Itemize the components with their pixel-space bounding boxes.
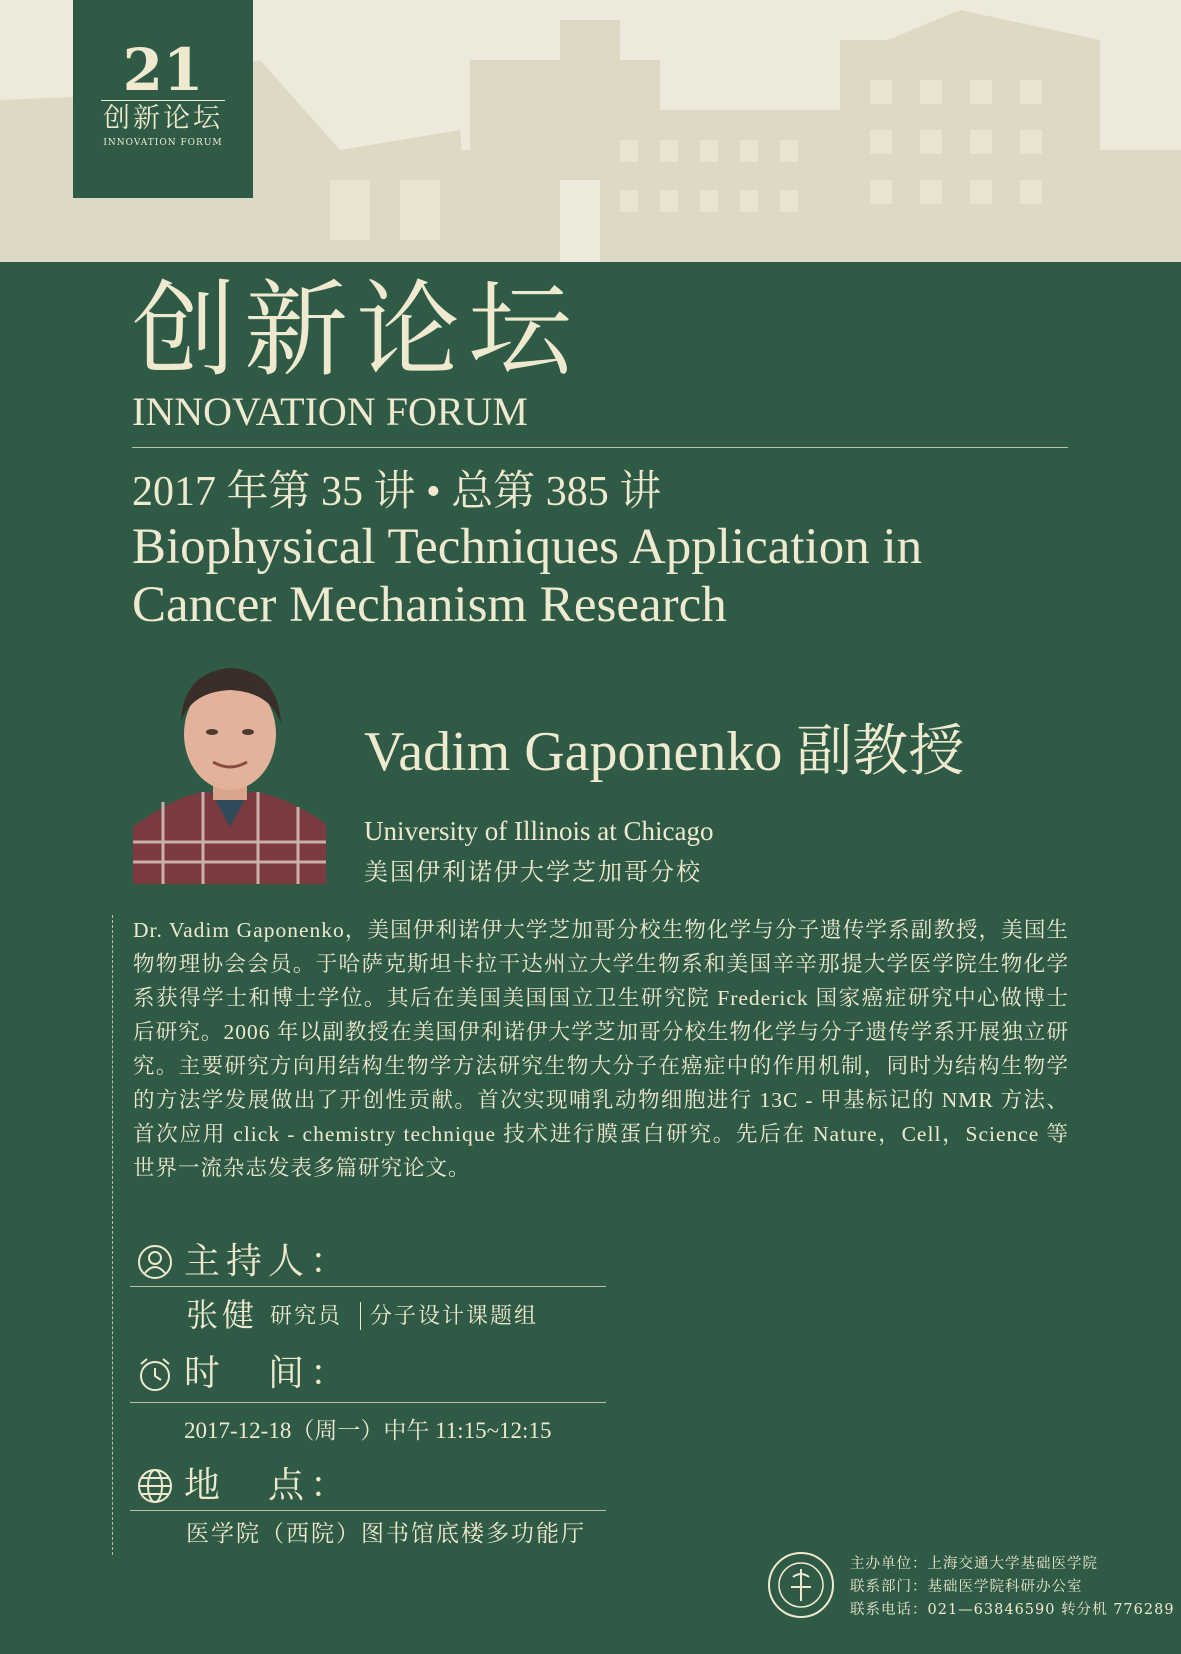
host-name: 张健 bbox=[186, 1296, 259, 1334]
location-heading bbox=[136, 1466, 352, 1510]
speaker-affiliation-en: University of Illinois at Chicago bbox=[364, 816, 714, 846]
time-heading bbox=[136, 1354, 352, 1398]
host-heading bbox=[136, 1242, 352, 1286]
location-label: 地 点： bbox=[184, 1465, 353, 1506]
alarm-clock-icon bbox=[136, 1355, 174, 1393]
footer-organizer: 主办单位：上海交通大学基础医学院 bbox=[850, 1556, 1098, 1572]
badge-title-cn: 创新论坛 bbox=[103, 103, 223, 134]
location-value: 医学院（西院）图书馆底楼多功能厅 bbox=[186, 1521, 586, 1547]
badge-divider bbox=[101, 100, 225, 101]
globe-icon bbox=[136, 1467, 174, 1505]
title-divider bbox=[132, 447, 1068, 448]
person-icon bbox=[136, 1243, 174, 1281]
time-label: 时 间： bbox=[184, 1353, 353, 1394]
host-divider bbox=[130, 1286, 606, 1287]
host-separator bbox=[360, 1302, 361, 1330]
lecture-title: Biophysical Techniques Application in Cancer Mechanism Research bbox=[132, 519, 923, 633]
speaker-photo bbox=[133, 652, 326, 884]
footer-info bbox=[850, 1553, 1175, 1622]
time-value: 2017-12-18（周一）中午 11:15~12:15 bbox=[184, 1418, 552, 1443]
lecture-number: 2017 年第 35 讲 • 总第 385 讲 bbox=[132, 469, 662, 515]
host-group: 分子设计课题组 bbox=[370, 1304, 539, 1329]
speaker-affiliation-cn: 美国伊利诺伊大学芝加哥分校 bbox=[364, 858, 702, 886]
speaker-bio: Dr. Vadim Gaponenko，美国伊利诺伊大学芝加哥分校生物化学与分子遗传学系副教授，美国生物物理协会会员。于哈萨克斯坦卡拉干达州立大学生物系和美国辛辛那提大学医学院生物化学系获得学士和博士学位。其后在美国美国国立卫生研究院 Frederick 国家癌症研究中心做博士后研究。2006 年以副教授在美国伊利诺伊大学芝加哥分校生物化学与分子遗传学系开展独立研究。主要研究方向用结构生物学方法研究生物大分子在癌症中的作用机制，同时为结构生物学的方法学发展做出了开创性贡献。首次实现哺乳动物细胞进行 13C - 甲基标记的 NMR 方法、首次应用 click - chemistry technique 技术进行膜蛋白研究。先后在 Nature，Cell，Science 等世界一流杂志发表多篇研究论文。 bbox=[133, 918, 1069, 1180]
host-title: 研究员 bbox=[270, 1304, 343, 1329]
location-divider bbox=[130, 1510, 606, 1511]
left-dashed-line bbox=[112, 915, 113, 1555]
header-banner bbox=[0, 0, 1181, 262]
footer-phone: 联系电话：021—63846590 转分机 776289 bbox=[850, 1602, 1175, 1618]
badge-number: 21 bbox=[122, 36, 204, 104]
speaker-name: Vadim Gaponenko 副教授 bbox=[364, 721, 965, 783]
time-divider bbox=[130, 1402, 606, 1403]
forum-title-en: INNOVATION FORUM bbox=[132, 389, 528, 434]
badge-title-en: INNOVATION FORUM bbox=[103, 138, 223, 148]
host-label: 主持人： bbox=[184, 1241, 353, 1282]
footer-department: 联系部门：基础医学院科研办公室 bbox=[850, 1579, 1083, 1595]
university-seal-icon bbox=[767, 1551, 835, 1619]
forum-badge bbox=[73, 0, 253, 198]
forum-title-cn: 创新论坛 bbox=[132, 269, 581, 391]
